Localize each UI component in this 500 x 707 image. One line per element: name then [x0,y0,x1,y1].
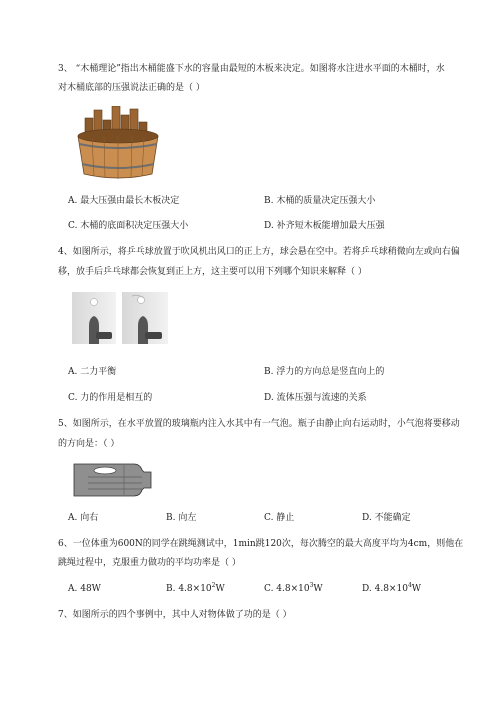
q5-stem-line1: 5、如图所示，在水平放置的玻璃瓶内注入水其中有一气泡。瓶子由静止向右运动时，小气泡将要移动 [58,419,460,429]
q3-stem-line1: 3、 “木桶理论”指出木桶能盛下水的容量由最短的木板来决定。如图将水注进水平面的木桶时，水 [58,64,445,74]
q4-option-a[interactable]: A. 二力平衡 [68,367,117,377]
q6-option-c[interactable] [264,583,323,595]
q6-option-d-unit: W [411,584,422,594]
hairdryer-ball-figure [72,292,168,344]
q6-option-b-exponent: 2 [211,582,216,589]
q3-option-d[interactable]: D. 补齐短木板能增加最大压强 [264,221,385,231]
q6-option-d-exponent: 4 [407,582,412,589]
q4-option-b[interactable]: B. 浮力的方向总是竖直向上的 [264,367,385,377]
q6-option-c-exponent: 3 [309,582,314,589]
q4-option-d[interactable]: D. 流体压强与流速的关系 [264,393,367,403]
q6-stem-line2: 跳绳过程中，克服重力做功的平均功率是（ ） [58,558,241,568]
q6-option-b-unit: W [215,584,225,594]
q4-stem-line1: 4、如图所示，将乒乓球放置于吹风机出风口的正上方，球会悬在空中。若将乒乓球稍微向左或向右偏 [58,247,460,257]
q5-stem-line2: 的方向是：（ ） [58,439,120,449]
q5-option-d[interactable]: D. 不能确定 [362,513,411,523]
q6-option-d-base: D. 4.8×10 [362,584,408,594]
q5-option-c[interactable]: C. 静止 [264,513,295,523]
q4-stem-line2: 移，放手后乒乓球都会恢复到正上方，这主要可以用下列哪个知识来解释（ ） [58,267,367,277]
q3-option-b[interactable]: B. 木桶的质量决定压强大小 [264,196,376,206]
q6-option-b-base: B. 4.8×10 [166,584,212,594]
q6-option-b[interactable] [166,583,225,595]
bottle-bubble-figure [72,462,154,498]
bucket-figure [68,106,168,182]
q6-stem-line1: 6、一位体重为600N的同学在跳绳测试中，1min跳120次，每次腾空的最大高度平均为4cm，则他在 [58,539,464,549]
q7-stem-line1: 7、如图所示的四个事例中，其中人对物体做了功的是（ ） [58,610,292,620]
q5-option-a[interactable]: A. 向右 [68,513,99,523]
q6-option-c-unit: W [313,584,323,594]
q6-option-d[interactable] [362,583,421,595]
q5-option-b[interactable]: B. 向左 [166,513,197,523]
q6-option-a[interactable]: A. 48W [68,584,101,594]
q3-option-c[interactable]: C. 木桶的底面积决定压强大小 [68,221,189,231]
q3-stem-line2: 对木桶底部的压强说法正确的是（ ） [58,83,205,93]
q6-option-c-base: C. 4.8×10 [264,584,310,594]
q3-option-a[interactable]: A. 最大压强由最长木板决定 [68,196,180,206]
q4-option-c[interactable]: C. 力的作用是相互的 [68,393,153,403]
